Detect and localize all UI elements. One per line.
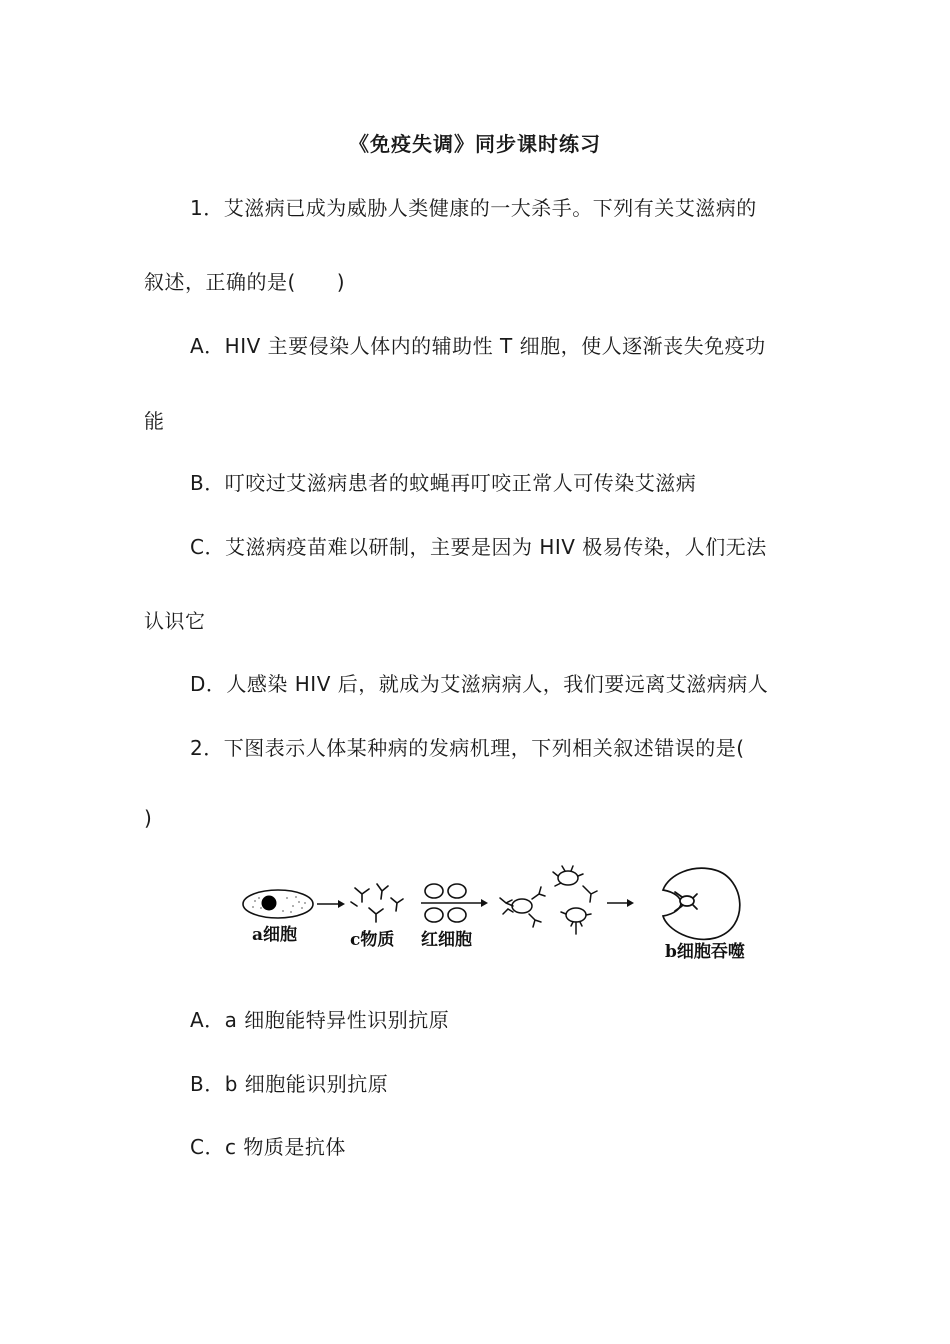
q1-option-c-line1: C．艾滋病疫苗难以研制，主要是因为 HIV 极易传染，人们无法 <box>190 535 767 559</box>
q2-option-c: C．c 物质是抗体 <box>190 1135 346 1159</box>
q1-option-b: B．叮咬过艾滋病患者的蚊蝇再叮咬正常人可传染艾滋病 <box>190 471 697 495</box>
a-cell-illustration <box>243 890 313 918</box>
q1-option-a-line1: A．HIV 主要侵染人体内的辅助性 T 细胞，使人逐渐丧失免疫功 <box>190 334 766 358</box>
q1-option-c-line2: 认识它 <box>144 609 206 633</box>
q1-option-d: D．人感染 HIV 后，就成为艾滋病病人，我们要远离艾滋病病人 <box>190 672 769 696</box>
q2-option-b: B．b 细胞能识别抗原 <box>190 1072 389 1096</box>
q2-option-a: A．a 细胞能特异性识别抗原 <box>190 1008 450 1032</box>
q2-stem-line2: ) <box>144 806 153 830</box>
coated-rbc-illustration <box>500 866 597 934</box>
q1-stem-line1: 1．艾滋病已成为威胁人类健康的一大杀手。下列有关艾滋病的 <box>190 196 757 220</box>
label-red-blood-cell: 红细胞 <box>421 930 472 950</box>
label-c-substance: c物质 <box>350 930 395 950</box>
b-cell-phagocytosis-illustration <box>663 868 740 939</box>
page-title: 《免疫失调》同步课时练习 <box>349 132 601 156</box>
q2-stem-line1: 2．下图表示人体某种病的发病机理，下列相关叙述错误的是( <box>190 736 745 760</box>
antibody-illustration <box>351 884 403 922</box>
disease-mechanism-diagram <box>235 856 765 971</box>
label-a-cell: a细胞 <box>252 925 298 945</box>
q1-option-a-line2: 能 <box>144 409 165 433</box>
label-b-cell-phagocytosis: b细胞吞噬 <box>665 942 745 962</box>
q1-stem-line2: 叙述，正确的是( ) <box>144 270 346 294</box>
